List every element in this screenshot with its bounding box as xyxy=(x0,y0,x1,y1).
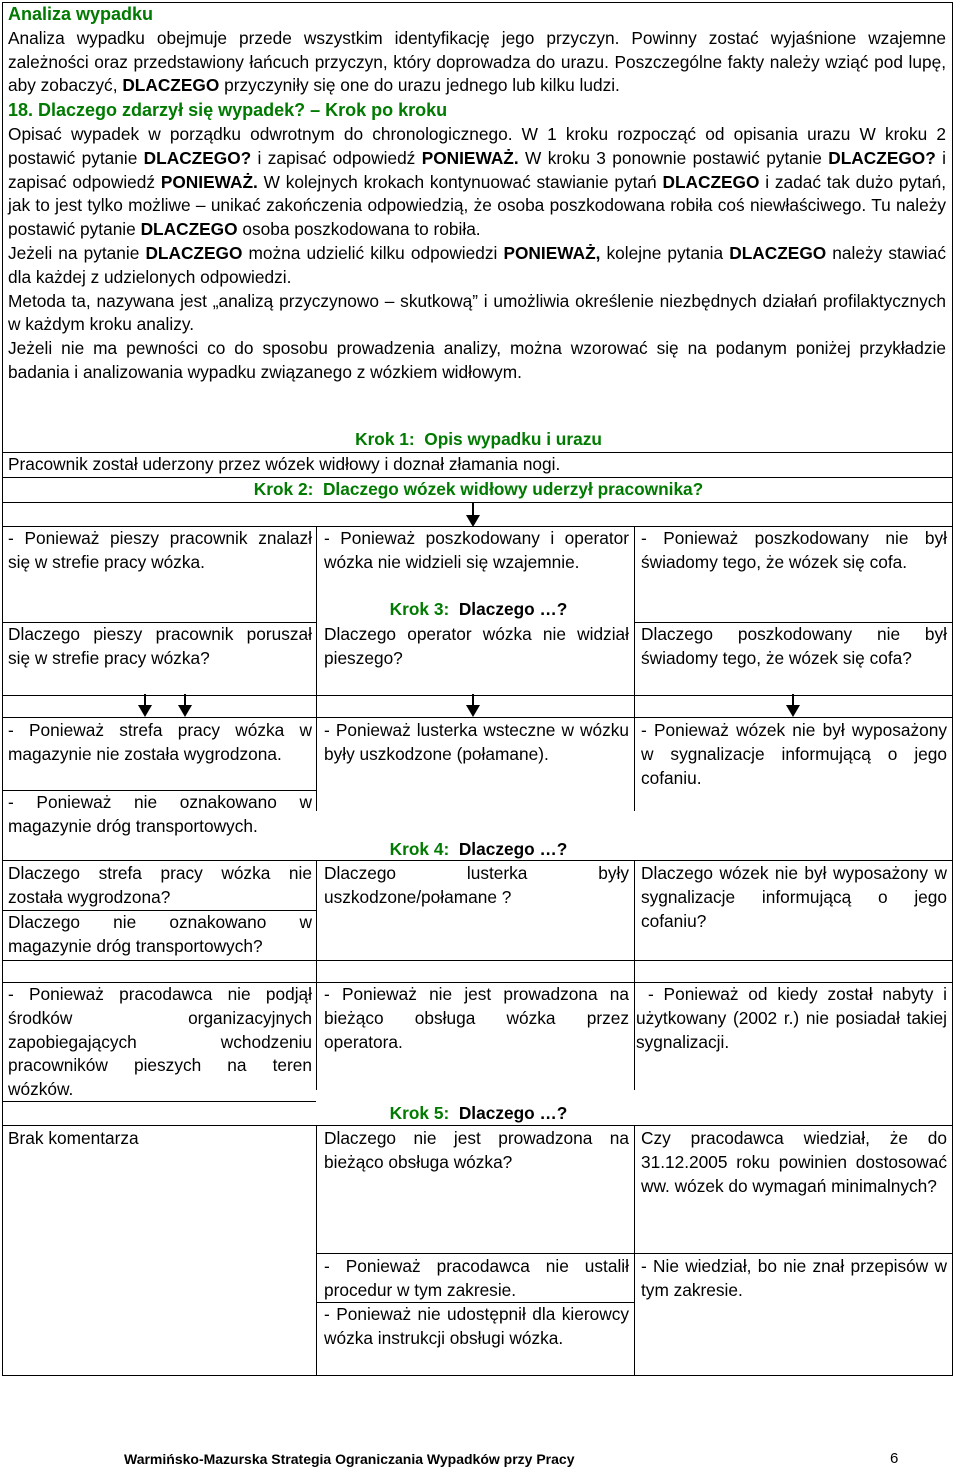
step-1-heading: Krok 1: Opis wypadku i urazu xyxy=(355,429,602,449)
column-divider xyxy=(316,860,317,1090)
arrow-down-icon xyxy=(786,694,800,718)
answer-r7c2b: - Ponieważ nie udostępnił dla kierowcy wózka instrukcji obsługi wózka. xyxy=(324,1304,629,1348)
question-r4c3: Dlaczego wózek nie był wyposażony w sygnalizacje informującą o jego cofaniu? xyxy=(641,863,947,931)
divider xyxy=(2,1125,953,1126)
question-r4c1a: Dlaczego strefa pracy wózka nie została wygrodzona? xyxy=(8,863,312,907)
footer-title: Warmińsko-Mazurska Strategia Ograniczania Wypadków przy Pracy xyxy=(124,1451,575,1467)
answer-r5c2: - Ponieważ nie jest prowadzona na bieżąco obsługa wózka przez operatora. xyxy=(324,984,629,1052)
divider xyxy=(2,960,953,961)
divider xyxy=(316,1253,953,1254)
section-title: Analiza wypadku xyxy=(8,4,154,24)
divider xyxy=(2,860,953,861)
multi-answer-paragraph: Jeżeli na pytanie DLACZEGO można udzielić kilku odpowiedzi PONIEWAŻ, kolejne pytania DLACZEGO należy stawiać dla każdej z udzielonych odpowiedzi. xyxy=(8,242,946,287)
divider xyxy=(2,717,953,718)
answer-r1c3: - Ponieważ poszkodowany nie był świadomy tego, że wózek się cofa. xyxy=(641,528,947,572)
step-2-heading: Krok 2: Dlaczego wózek widłowy uderzył pracownika? xyxy=(253,479,704,499)
comment-r6c1: Brak komentarza xyxy=(8,1128,139,1148)
step-5-heading: Krok 5: Dlaczego …? xyxy=(389,1103,568,1123)
answer-r3c3: - Ponieważ wózek nie był wyposażony w sygnalizacje informującą o jego cofaniu. xyxy=(641,720,947,788)
arrow-down-icon xyxy=(466,694,480,718)
question-r2c1: Dlaczego pieszy pracownik poruszał się w strefie pracy wózka? xyxy=(8,624,312,668)
column-divider xyxy=(634,860,635,1090)
arrow-down-icon xyxy=(178,694,192,718)
column-divider xyxy=(634,1125,635,1375)
arrow-down-icon xyxy=(466,502,480,528)
intro-paragraph: Analiza wypadku obejmuje przede wszystkim identyfikację jego przyczyn. Powinny zostać wyjaśnione wzajemne zależności oraz przedstawiony łańcuch przyczyn, który doprowadza do urazu. Poszczególne fakty należy wziąć pod lupę, aby zobaczyć, DLACZEGO przyczyniły się one do urazu jednego lub kilku ludzi. xyxy=(8,27,946,96)
answer-r3c2: - Ponieważ lusterka wsteczne w wózku były uszkodzone (połamane). xyxy=(324,720,629,764)
answer-r3c1a: - Ponieważ strefa pracy wózka w magazynie nie została wygrodzona. xyxy=(8,720,312,764)
method-paragraph: Opisać wypadek w porządku odwrotnym do chronologicznego. W 1 kroku rozpocząć od opisania urazu W kroku 2 postawić pytanie DLACZEGO? i zapisać odpowiedź PONIEWAŻ. W kroku 3 ponownie postawić pytanie DLACZEGO? i zapisać odpowiedź PONIEWAŻ. W kolejnych krokach kontynuować stawianie pytań DLACZEGO i zadać tak dużo pytań, jak to jest tylko możliwe – unikać zakończenia odpowiedzią, że osoba poszkodowana robiła coś niewłaściwego. Tu należy postawić pytanie DLACZEGO osoba poszkodowana to robiła. xyxy=(8,123,946,240)
question-r4c1b: Dlaczego nie oznakowano w magazynie dróg transportowych? xyxy=(8,912,312,956)
answer-r7c2a: - Ponieważ pracodawca nie ustalił procedur w tym zakresie. xyxy=(324,1256,629,1300)
step-3-heading: Krok 3: Dlaczego …? xyxy=(389,599,568,619)
question-r6c2: Dlaczego nie jest prowadzona na bieżąco obsługa wózka? xyxy=(324,1128,629,1172)
question-r4c2: Dlaczego lusterka były uszkodzone/połamane ? xyxy=(324,863,629,907)
arrow-down-icon xyxy=(138,694,152,718)
question-r2c2: Dlaczego operator wózka nie widział pieszego? xyxy=(324,624,629,668)
intro-section xyxy=(8,3,946,385)
step-4-heading: Krok 4: Dlaczego …? xyxy=(389,839,568,859)
answer-r1c2: - Ponieważ poszkodowany i operator wózka nie widzieli się wzajemnie. xyxy=(324,528,629,572)
question-r2c3: Dlaczego poszkodowany nie był świadomy tego, że wózek się cofa? xyxy=(641,624,947,668)
example-paragraph: Jeżeli nie ma pewności co do sposobu prowadzenia analizy, można wzorować się na podanym poniżej przykładzie badania i analizowania wypadku związanego z wózkiem widłowym. xyxy=(8,338,946,382)
question-r6c3: Czy pracodawca wiedział, że do 31.12.2005 roku powinien dostosować ww. wózek do wymagań minimalnych? xyxy=(641,1128,947,1196)
column-divider xyxy=(316,526,317,811)
page-number: 6 xyxy=(890,1450,899,1467)
divider xyxy=(2,1101,316,1102)
step-1-description: Pracownik został uderzony przez wózek widłowy i doznał złamania nogi. xyxy=(8,454,561,474)
answer-r1c1: - Ponieważ pieszy pracownik znalazł się w strefie pracy wózka. xyxy=(8,528,312,572)
column-divider xyxy=(316,1125,317,1375)
method-name-paragraph: Metoda ta, nazywana jest „analizą przyczynowo – skutkową” i umożliwia określenie niezbędnych działań profilaktycznych w każdym kroku analizy. xyxy=(8,290,946,335)
question-heading: 18. Dlaczego zdarzył się wypadek? – Krok po kroku xyxy=(8,100,448,121)
column-divider xyxy=(634,526,635,811)
answer-r7c3: - Nie wiedział, bo nie znał przepisów w tym zakresie. xyxy=(641,1256,947,1300)
answer-r3c1b: - Ponieważ nie oznakowano w magazynie dróg transportowych. xyxy=(8,792,312,836)
answer-r5c3: - Ponieważ od kiedy został nabyty i użytkowany (2002 r.) nie posiadał takiej sygnalizacji. xyxy=(636,984,947,1052)
answer-r5c1: - Ponieważ pracodawca nie podjął środków organizacyjnych zapobiegających wchodzeniu pracowników pieszych na teren wózków. xyxy=(8,984,312,1100)
